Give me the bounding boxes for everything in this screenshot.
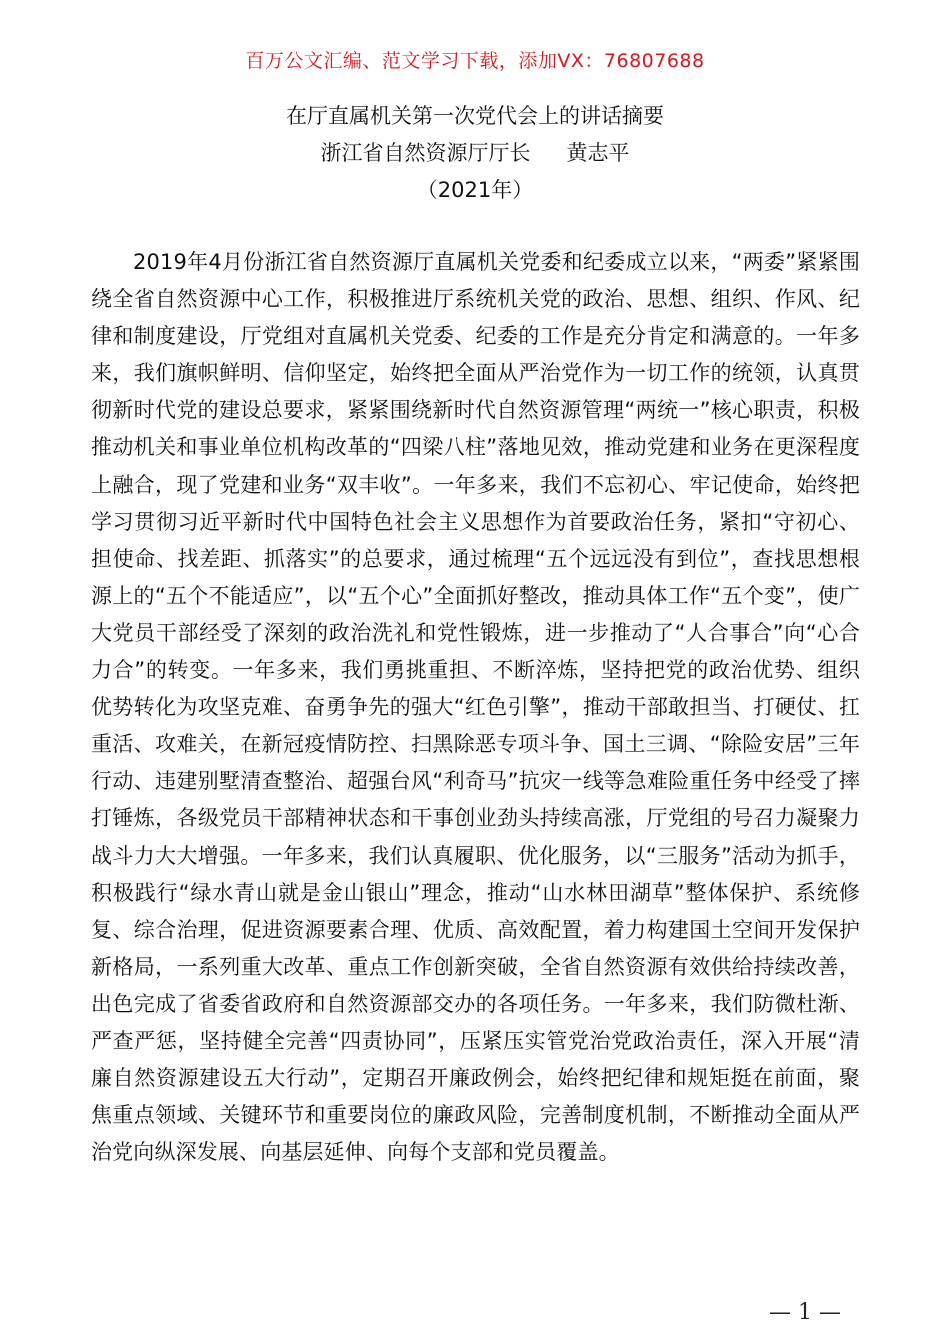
- download-banner: 百万公文汇编、范文学习下载，添加VX：76807688: [245, 50, 705, 72]
- author-line: [0, 135, 950, 172]
- author-organization: 浙江省自然资源厅厅长: [320, 141, 531, 165]
- page-number: — 1 —: [769, 1300, 841, 1325]
- body-paragraph: 2019年4月份浙江省自然资源厅直属机关党委和纪委成立以来，“两委”紧紧围绕全省自然资源中心工作，积极推进厅系统机关党的政治、思想、组织、作风、纪律和制度建设，厅党组对直属机关党委、纪委的工作是充分肯定和满意的。一年多来，我们旗帜鲜明、信仰坚定，始终把全面从严治党作为一切工作的统领，认真贯彻新时代党的建设总要求，紧紧围绕新时代自然资源管理“两统一”核心职责，积极推动机关和事业单位机构改革的“四梁八柱”落地见效，推动党建和业务在更深程度上融合，现了党建和业务“双丰收”。一年多来，我们不忘初心、牢记使命，始终把学习贯彻习近平新时代中国特色社会主义思想作为首要政治任务，紧扣“守初心、担使命、找差距、抓落实”的总要求，通过梳理“五个远远没有到位”，查找思想根源上的“五个不能适应”，以“五个心”全面抓好整改，推动具体工作“五个变”，使广大党员干部经受了深刻的政治洗礼和党性锻炼，进一步推动了“人合事合”向“心合力合”的转变。一年多来，我们勇挑重担、不断淬炼，坚持把党的政治优势、组织优势转化为攻坚克难、奋勇争先的强大“红色引擎”，推动干部敢担当、打硬仗、扛重活、攻难关，在新冠疫情防控、扫黑除恶专项斗争、国土三调、“除险安居”三年行动、违建别墅清查整治、超强台风“利奇马”抗灾一线等急难险重任务中经受了摔打锤炼，各级党员干部精神状态和干事创业劲头持续高涨，厅党组的号召力凝聚力战斗力大大增强。一年多来，我们认真履职、优化服务，以“三服务”活动为抓手，积极践行“绿水青山就是金山银山”理念，推动“山水林田湖草”整体保护、系统修复、综合治理，促进资源要素合理、优质、高效配置，着力构建国土空间开发保护新格局，一系列重大改革、重点工作创新突破，全省自然资源有效供给持续改善，出色完成了省委省政府和自然资源部交办的各项任务。一年多来，我们防微杜渐、严查严惩，坚持健全完善“四责协同”，压紧压实管党治党政治责任，深入开展“清廉自然资源建设五大行动”，定期召开廉政例会，始终把纪律和规矩挺在前面，聚焦重点领域、关键环节和重要岗位的廉政风险，完善制度机制，不断推动全面从严治党向纵深发展、向基层延伸、向每个支部和党员覆盖。: [91, 250, 860, 1165]
- document-header: [0, 98, 950, 209]
- document-year: （2021年）: [416, 178, 534, 202]
- author-name: 黄志平: [566, 141, 630, 165]
- document-title: 在厅直属机关第一次党代会上的讲话摘要: [286, 104, 664, 128]
